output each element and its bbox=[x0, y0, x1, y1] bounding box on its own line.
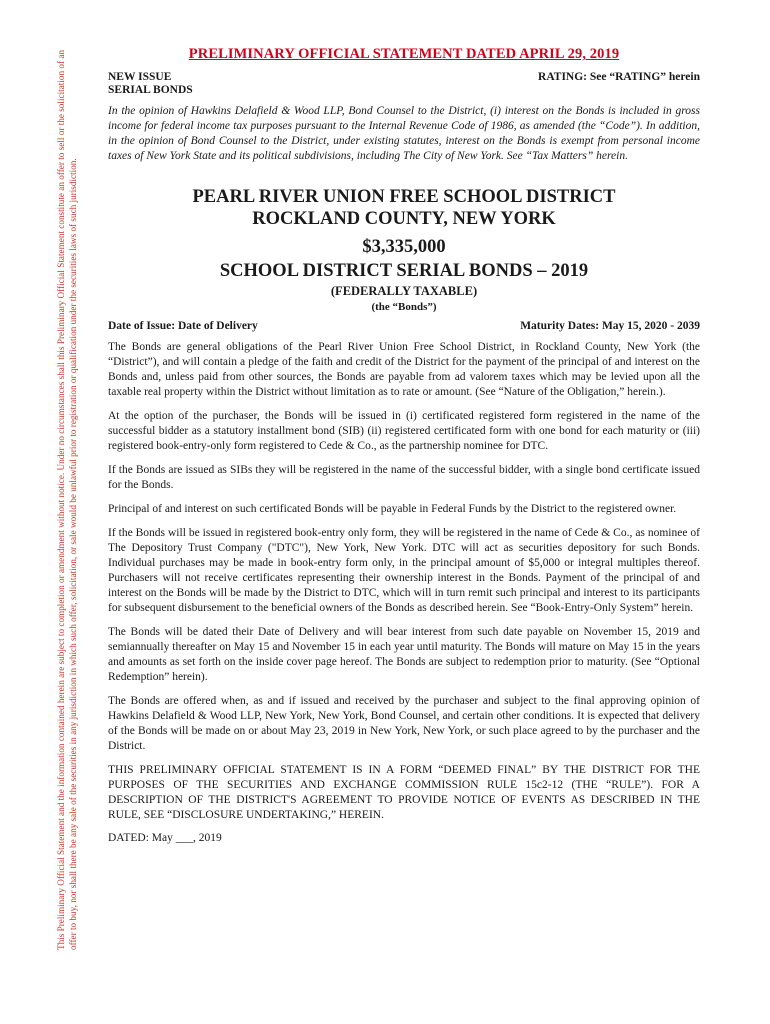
bond-title: SCHOOL DISTRICT SERIAL BONDS – 2019 bbox=[219, 261, 589, 281]
new-issue-label: NEW ISSUE bbox=[108, 71, 172, 83]
paragraph-offering-terms: The Bonds are offered when, as and if issued and received by the purchaser and subject to the final approving opinion of Hawkins Delafield & Wood LLP, New York, New York, Bond Counsel, and certain other conditions. It is expected that delivery of the Bonds will be made on or about May 23, 2019 in New York, New York, or such place agreed to by the purchaser and the District. bbox=[108, 695, 700, 752]
document-header-title: PRELIMINARY OFFICIAL STATEMENT DATED APRIL 29, 2019 bbox=[188, 46, 620, 62]
bond-amount: $3,335,000 bbox=[362, 237, 446, 257]
dates-row bbox=[108, 320, 700, 332]
paragraph-interest-dates: The Bonds will be dated their Date of Delivery and will bear interest from such date payable on November 15, 2019 and semiannually thereafter on May 15 and November 15 in each year until maturity. The Bonds will mature on May 15 in the years and amounts as set forth on the inside cover page hereof. The Bonds are subject to redemption prior to maturity. (See “Optional Redemption” herein). bbox=[108, 626, 700, 683]
preliminary-notice-sidebar: This Preliminary Official Statement and the information contained herein are subject to completion or amendment without notice. Under no circumstances shall this Preliminary Official Statement constitute an offer to sell or the solicitation of an offer to buy, nor shall there be any sale of the securities in any jurisdiction in which such offer, solicitation, or sale would be unlawful prior to registration or qualification under the securities laws of such jurisdiction. bbox=[56, 50, 78, 950]
district-name: PEARL RIVER UNION FREE SCHOOL DISTRICT bbox=[192, 187, 616, 207]
taxable-label: (FEDERALLY TAXABLE) bbox=[330, 284, 478, 298]
maturity-dates: Maturity Dates: May 15, 2020 - 2039 bbox=[520, 320, 700, 332]
serial-bonds-label: SERIAL BONDS bbox=[108, 83, 193, 96]
issue-rating-row bbox=[108, 71, 700, 96]
paragraph-sib-registration: If the Bonds are issued as SIBs they will be registered in the name of the successful bidder, with a single bond certificate issued for the Bonds. bbox=[108, 464, 700, 491]
dated-line: DATED: May ___, 2019 bbox=[108, 832, 222, 844]
paragraph-principal-payment: Principal of and interest on such certificated Bonds will be payable in Federal Funds by the District to the registered owner. bbox=[108, 503, 677, 515]
issue-type-block bbox=[108, 71, 193, 96]
official-statement-page bbox=[108, 46, 700, 846]
rating-label: RATING: See “RATING” herein bbox=[538, 71, 700, 83]
paragraph-deemed-final: THIS PRELIMINARY OFFICIAL STATEMENT IS IN A FORM “DEEMED FINAL” BY THE DISTRICT FOR THE PURPOSES OF THE SECURITIES AND EXCHANGE COMMISSION RULE 15c2-12 (THE “RULE”). FOR A DESCRIPTION OF THE DISTRICT'S AGREEMENT TO PROVIDE NOTICE OF EVENTS AS DESCRIBED IN THE RULE, SEE “DISCLOSURE UNDERTAKING,” HEREIN. bbox=[108, 764, 700, 821]
bond-counsel-opinion: In the opinion of Hawkins Delafield & Wood LLP, Bond Counsel to the District, (i) interest on the Bonds is included in gross income for federal income tax purposes pursuant to the Internal Revenue Code of 1986, as amended (the “Code”). In addition, in the opinion of Bond Counsel to the District, under existing statutes, interest on the Bonds is exempt from personal income taxes of New York State and its political subdivisions, including The City of New York. See “Tax Matters” herein. bbox=[108, 105, 700, 162]
paragraph-book-entry: If the Bonds will be issued in registered book-entry only form, they will be registered in the name of Cede & Co., as nominee of The Depository Trust Company ("DTC"), New York, New York. DTC will act as securities depository for such Bonds. Individual purchases may be made in book-entry form only, in the principal amount of $5,000 or integral multiples thereof. Purchasers will not receive certificates representing their ownership interest in the Bonds. Payment of the principal of and interest on the Bonds will be made by the District to DTC, which will in turn remit such principal and interest to its participants for subsequent disbursement to the beneficial owners of the Bonds as described herein. See “Book-Entry-Only System” herein. bbox=[108, 527, 700, 614]
the-bonds-label: (the “Bonds”) bbox=[371, 301, 437, 313]
date-of-issue: Date of Issue: Date of Delivery bbox=[108, 320, 258, 332]
paragraph-general-obligations: The Bonds are general obligations of the Pearl River Union Free School District, in Rockland County, New York (the “District”), and will contain a pledge of the faith and credit of the District for the payment of the principal of and interest on the Bonds and, unless paid from other sources, the Bonds are payable from ad valorem taxes which may be levied upon all the taxable real property within the District without limitation as to rate or amount. (See “Nature of the Obligation,” herein.). bbox=[108, 341, 700, 398]
county-name: ROCKLAND COUNTY, NEW YORK bbox=[252, 209, 556, 229]
paragraph-purchaser-option: At the option of the purchaser, the Bonds will be issued in (i) certificated registered form registered in the name of the successful bidder as a statutory installment bond (SIB) (ii) registered certificated form with one bond for each maturity or (iii) registered book-entry-only form registered to Cede & Co., as the partnership nominee for DTC. bbox=[108, 410, 700, 452]
